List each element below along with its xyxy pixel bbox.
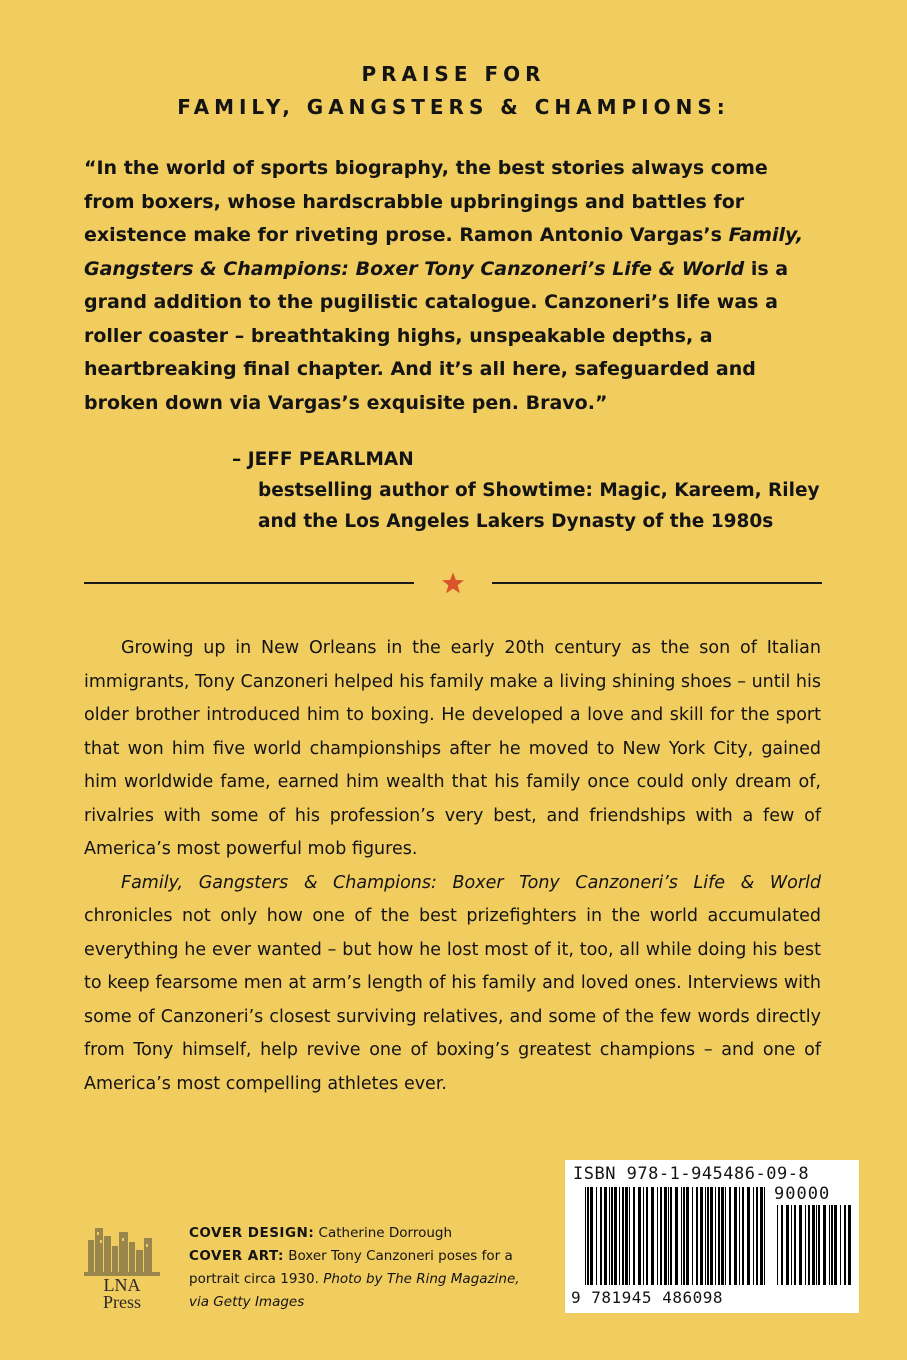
barcode-bar	[625, 1187, 628, 1285]
barcode-bar	[596, 1187, 597, 1285]
description-paragraph	[84, 867, 821, 1102]
barcode-bar	[700, 1187, 703, 1285]
divider-left	[84, 582, 414, 584]
barcode-bar	[781, 1205, 783, 1285]
barcode-bar	[585, 1187, 586, 1285]
barcode-bar	[777, 1205, 778, 1285]
barcode-bar	[660, 1187, 662, 1285]
barcode-bar	[692, 1187, 693, 1285]
barcode-bar	[721, 1187, 724, 1285]
barcode-bar	[619, 1187, 620, 1285]
barcode-bar	[590, 1187, 593, 1285]
praise-quote	[84, 152, 824, 420]
barcode-bar	[604, 1187, 607, 1285]
photo-credit: Photo by The Ring Magazine, via Getty Images	[189, 1271, 520, 1310]
isbn-number: ISBN 978-1-945486-09-8	[573, 1164, 810, 1184]
barcode-bar	[742, 1187, 744, 1285]
barcode-bar	[633, 1187, 635, 1285]
barcode-bar	[812, 1205, 815, 1285]
barcode-bar	[808, 1205, 810, 1285]
barcode-bar	[718, 1187, 720, 1285]
divider-right	[492, 582, 822, 584]
isbn-barcode	[565, 1160, 859, 1313]
barcode-bar	[756, 1187, 758, 1285]
quote-text-end: is a grand addition to the pugilistic catalogue. Canzoneri’s life was a roller coaster – breathtaking highs, unspeakable depths, a heartbreaking final chapter. And it’s all here, safeguarded and broken down via Vargas’s exquisite pen. Bravo.”	[84, 257, 789, 414]
barcode-bar	[657, 1187, 658, 1285]
barcode-bar	[764, 1187, 765, 1285]
barcode-bar	[760, 1187, 763, 1285]
price-code: 90000	[774, 1184, 831, 1204]
barcode-bar	[840, 1205, 841, 1285]
barcode-bar	[710, 1187, 713, 1285]
description-book-title: Family, Gangsters & Champions: Boxer Tony Canzoneri’s Life & World	[121, 872, 821, 893]
cover-design-label: COVER DESIGN:	[189, 1225, 315, 1241]
barcode-bar	[705, 1187, 706, 1285]
barcode-bar	[844, 1205, 846, 1285]
barcode-bar	[646, 1187, 648, 1285]
cover-art-label: COVER ART:	[189, 1248, 284, 1264]
barcode-bar	[794, 1205, 796, 1285]
barcode-bar	[831, 1205, 833, 1285]
barcode-bar	[651, 1187, 654, 1285]
cover-art-value: Boxer Tony Canzoneri poses for a portrait circa 1930.	[189, 1248, 513, 1287]
logo-text-press: Press	[102, 1292, 142, 1310]
barcode-bar	[638, 1187, 641, 1285]
barcode-bar	[643, 1187, 644, 1285]
barcode-bar	[668, 1187, 669, 1285]
barcode-bar	[611, 1187, 613, 1285]
quote-book-title: Family, Gangsters & Champions: Boxer Tony Canzoneri’s Life & World	[84, 224, 804, 280]
star-icon	[441, 571, 465, 595]
logo-text-lna: LNA	[103, 1275, 141, 1295]
quote-author: – JEFF PEARLMAN	[232, 449, 414, 470]
barcode-bar	[753, 1187, 754, 1285]
barcode-bar	[818, 1205, 820, 1285]
barcode-bar	[734, 1187, 737, 1285]
barcode-bar	[834, 1205, 837, 1285]
barcode-bar	[747, 1187, 750, 1285]
barcode-digits: 9 781945 486098	[571, 1288, 723, 1307]
barcode-bar	[629, 1187, 630, 1285]
barcode-bar	[725, 1187, 726, 1285]
barcode-bar	[600, 1187, 602, 1285]
barcode-bar	[675, 1187, 678, 1285]
barcode-bar	[848, 1205, 851, 1285]
barcode-bar	[715, 1187, 716, 1285]
barcode-bar	[829, 1205, 830, 1285]
barcode-bar	[686, 1187, 689, 1285]
barcode-bar	[805, 1205, 806, 1285]
description-paragraph: Growing up in New Orleans in the early 20th century as the son of Italian immigrants, Tony Canzoneri helped his family make a living shining shoes – until his older brother introduced him to boxing. He developed a love and skill for the sport that won him five world championships after he moved to New York City, gained him worldwide fame, earned him wealth that his family once could only dream of, rivalries with some of his profession’s very best, and friendships with a few of America’s most powerful mob figures.	[84, 638, 821, 859]
praise-heading: PRAISE FOR	[361, 62, 546, 86]
barcode-bar	[670, 1187, 672, 1285]
quote-text-start: “In the world of sports biography, the best stories always come from boxers, whose hardscrabble upbringings and battles for existence make for riveting prose. Ramon Antonio Vargas’s	[84, 157, 768, 246]
barcode-bar	[823, 1205, 826, 1285]
cover-credits	[189, 1222, 529, 1314]
cover-design-value: Catherine Dorrough	[314, 1225, 453, 1241]
barcode-bar	[664, 1187, 667, 1285]
barcode-bar	[681, 1187, 682, 1285]
barcode-bar	[683, 1187, 685, 1285]
book-title-heading: FAMILY, GANGSTERS & CHAMPIONS:	[177, 95, 730, 119]
author-credential: bestselling author of Showtime: Magic, Kareem, Riley and the Los Angeles Lakers Dynasty of the 1980s	[258, 480, 820, 532]
barcode-bar	[614, 1187, 617, 1285]
barcode-bar	[799, 1205, 802, 1285]
barcode-bar	[707, 1187, 709, 1285]
barcode-bar	[739, 1187, 740, 1285]
barcode-bar	[609, 1187, 610, 1285]
publisher-logo	[84, 1218, 160, 1310]
barcode-bar	[816, 1205, 817, 1285]
barcode-bar	[622, 1187, 624, 1285]
quote-attribution	[232, 444, 832, 537]
description-text: chronicles not only how one of the best prizefighters in the world accumulated everything he ever wanted – but how he lost most of it, too, all while doing his best to keep fearsome men at arm’s length of his family and loved ones. Interviews with some of Canzoneri’s closest surviving relatives, and some of the few words directly from Tony himself, help revive one of boxing’s greatest champions – and one of America’s most compelling athletes ever.	[84, 906, 821, 1094]
book-description	[84, 632, 821, 1101]
barcode-bar	[696, 1187, 698, 1285]
barcode-bar	[729, 1187, 731, 1285]
barcode-bar	[587, 1187, 589, 1285]
barcode-bar	[786, 1205, 789, 1285]
barcode-bar	[791, 1205, 792, 1285]
